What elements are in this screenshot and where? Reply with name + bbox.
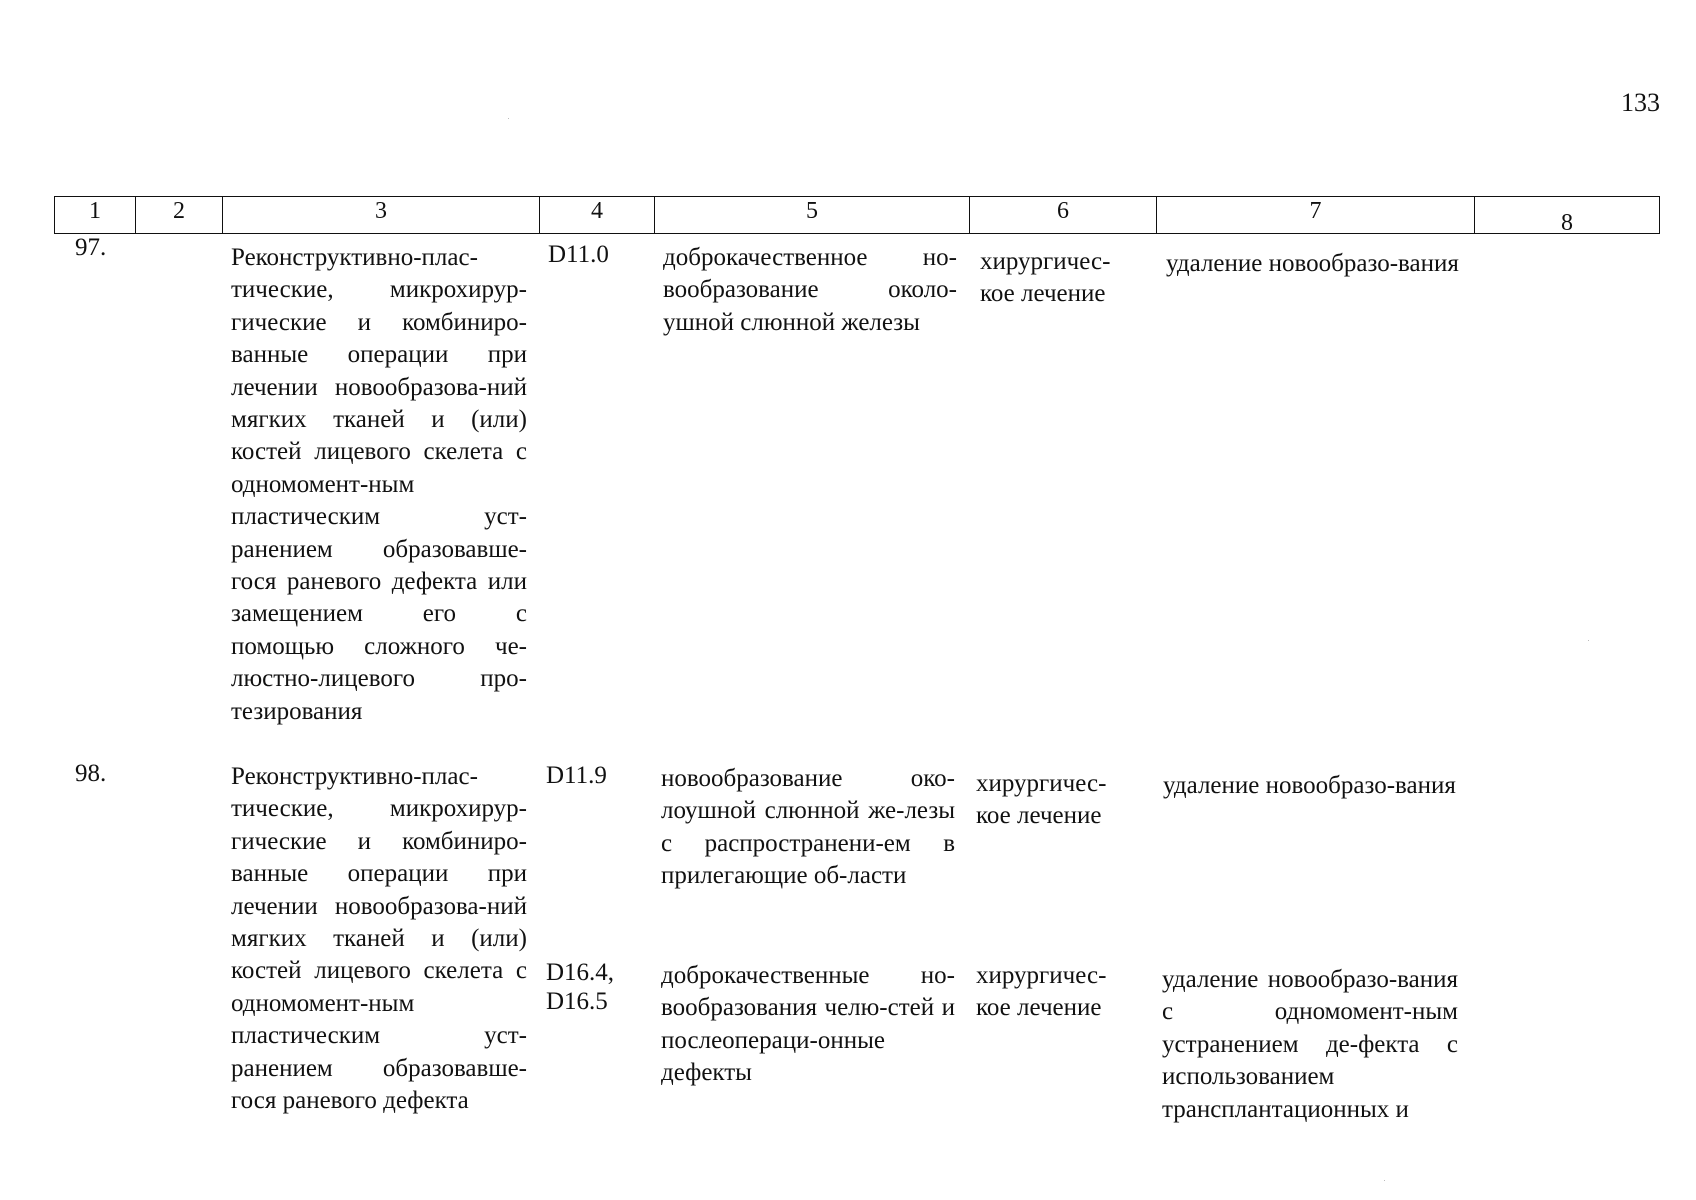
treatment-method: удаление новообразо-вания: [1163, 772, 1456, 799]
column-header-8: 8: [1561, 210, 1573, 236]
icd-code: D11.9: [546, 762, 607, 789]
treatment-type: хирургичес-кое лечение: [980, 248, 1111, 308]
diagnosis: доброкачественное но-вообразование около-ушной слюнной железы: [663, 244, 957, 336]
treatment-method: удаление новообразо-вания: [1166, 250, 1459, 277]
treatment-type: хирургичес-кое лечение: [976, 770, 1107, 830]
column-header-4: 4: [540, 197, 655, 233]
treatment-method: удаление новообразо-вания с одномомент-ным устранением де-фекта с использованием трансплантационных и: [1162, 966, 1458, 1123]
page-number: 133: [1621, 88, 1660, 117]
icd-code: D11.0: [548, 241, 609, 268]
scan-speck: [1588, 640, 1589, 641]
column-header-2: 2: [136, 197, 223, 233]
column-header-5: 5: [655, 197, 970, 233]
scan-speck: [1384, 1180, 1385, 1181]
table-header-row: [54, 196, 1660, 234]
row-number: 98.: [75, 760, 107, 787]
diagnosis: новообразование око-лоушной слюнной же-лезы с распространени-ем в прилегающие об-ласти: [661, 765, 955, 890]
row-number: 97.: [75, 234, 107, 261]
column-header-1: 1: [55, 197, 136, 233]
column-header-3: 3: [223, 197, 540, 233]
icd-code: D16.4, D16.5: [546, 959, 615, 1015]
column-header-6: 6: [970, 197, 1157, 233]
intervention-name: Реконструктивно-плас-тические, микрохирур-гические и комбиниро-ванные операции при лечении новообразова-ний мягких тканей и (или) костей лицевого скелета с одномомент-ным пластическим уст-ранением образовавше-гося раневого дефекта или замещением его с помощью сложного че-люстно-лицевого про-тезирования: [231, 244, 527, 725]
scan-speck: [508, 118, 509, 119]
diagnosis: доброкачественные но-вообразования челю-стей и послеопераци-онные дефекты: [661, 962, 955, 1087]
column-header-7: 7: [1157, 197, 1475, 233]
treatment-type: хирургичес-кое лечение: [976, 962, 1107, 1022]
intervention-name: Реконструктивно-плас-тические, микрохирур-гические и комбиниро-ванные операции при лечении новообразова-ний мягких тканей и (или) костей лицевого скелета с одномомент-ным пластическим уст-ранением образовавше-гося раневого дефекта: [231, 763, 527, 1115]
